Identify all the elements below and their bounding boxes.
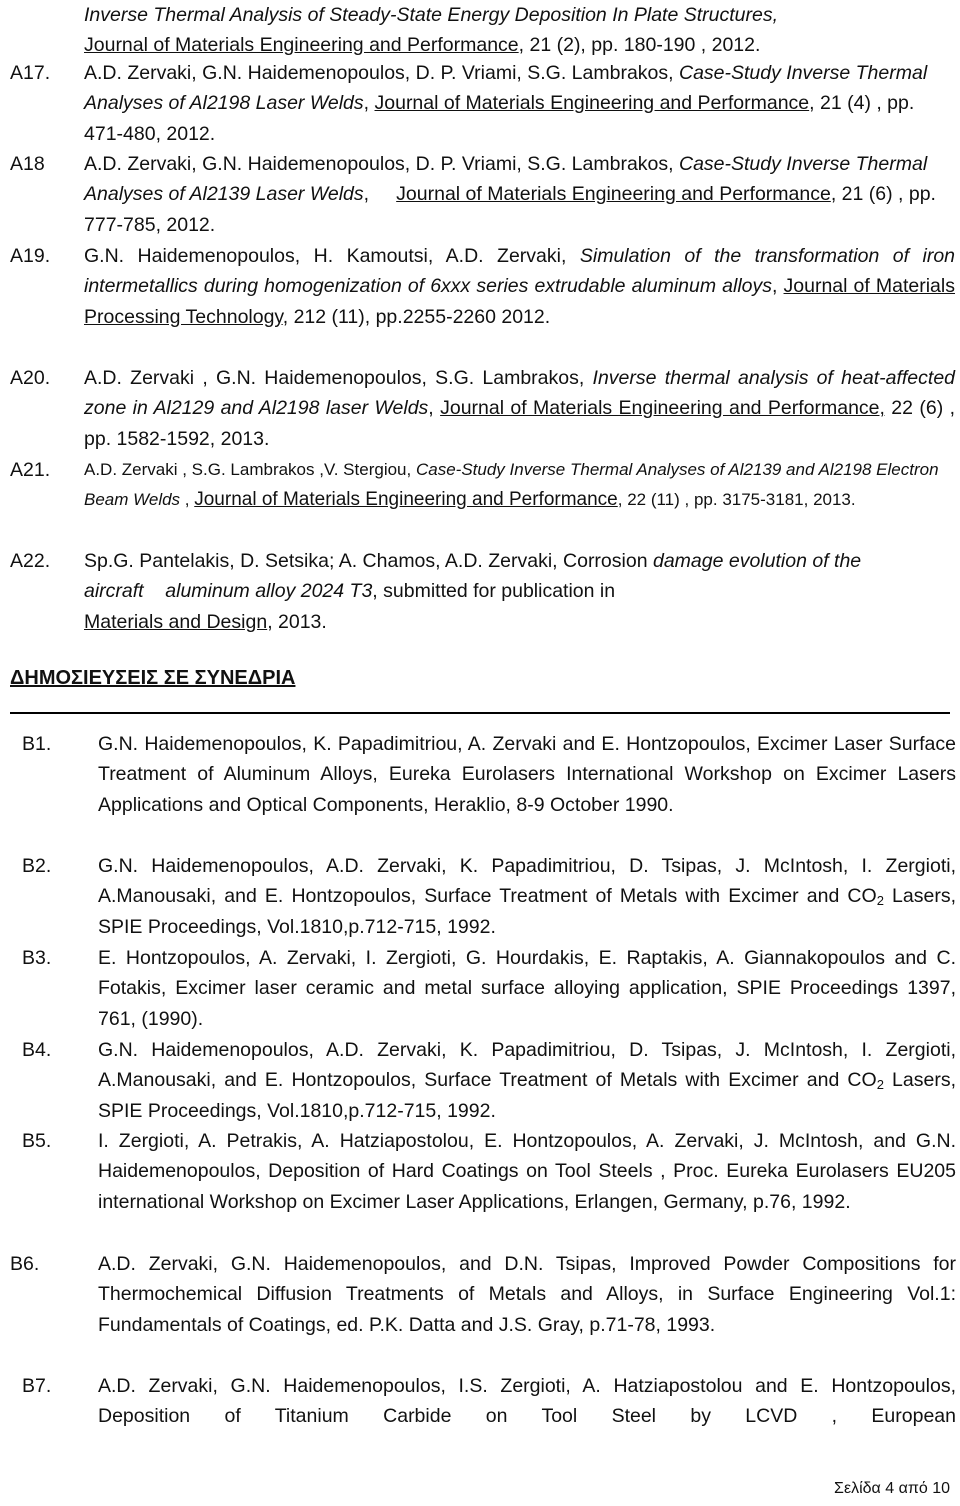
entry-authors: Sp.G. Pantelakis, D. Setsika; A. Chamos, A.D. Zervaki, Corrosion — [84, 550, 648, 572]
publication-details: , 22 (11) , pp. 3175-3181, 2013. — [617, 490, 856, 510]
publication-details: , 21 (4) , pp. 471-480, 2012. — [84, 92, 915, 145]
entry-note: , submitted for publication in — [372, 580, 616, 603]
entry-number: A19. — [10, 245, 51, 267]
entry-authors: A.D. Zervaki, G.N. Haidemenopoulos, D. P. Vriami, S.G. Lambrakos, — [84, 62, 674, 84]
journal-name: Journal of Materials Engineering and Performance — [84, 34, 519, 57]
entry-title: Case-Study Inverse Thermal Analyses of Al2139 Laser Welds — [84, 153, 928, 206]
entry-number: B6. — [10, 1253, 40, 1275]
journal-name: Journal of Materials Processing Technology — [84, 275, 955, 328]
publication-details: , 2013. — [267, 610, 327, 633]
entry-number: B1. — [22, 733, 52, 755]
publication-details: , 212 (11), pp.2255-2260 2012. — [282, 305, 551, 328]
publication-details: , 21 (2), pp. 180-190 , 2012. — [518, 34, 761, 57]
entry-authors: G.N. Haidemenopoulos, H. Kamoutsi, A.D. Zervaki, — [84, 245, 567, 267]
entry-number: A20. — [10, 367, 51, 389]
entry-text-end: Lasers, SPIE Proceedings, Vol.1810,p.712-715, 1992. — [98, 1069, 956, 1122]
entry-text: E. Hontzopoulos, A. Zervaki, I. Zergioti, G. Hourdakis, E. Raptakis, A. Giannakopoulos and C. Fotakis, Excimer laser ceramic and metal surface alloying application, SPIE Proceedings 1397, 761, (1990). — [98, 947, 956, 1030]
separator: , — [363, 92, 370, 115]
entry-text: A.D. Zervaki, G.N. Haidemenopoulos, I.S. Zergioti, A. Hatziapostolou and E. Hontzopoulos, Deposition of Titanium Carbide on Tool Steel by LCVD , European — [98, 1375, 956, 1428]
entry-number: B3. — [22, 947, 52, 969]
section-heading: ΔΗΜΟΣΙΕΥΣΕΙΣ ΣΕ ΣΥΝΕΔΡΙΑ — [10, 667, 296, 689]
entry-title: Case-Study Inverse Thermal Analyses of Al2139 and Al2198 Electron Beam Welds — [84, 460, 939, 510]
entry-title: Simulation of the transformation of iron intermetallics during homogenization of 6xxx series extrudable aluminum alloys — [84, 245, 956, 298]
entry-title: Inverse Thermal Analysis of Steady-State Energy Deposition In Plate Structures, — [84, 4, 779, 26]
entry-number: B7. — [22, 1375, 52, 1397]
entry-number: A22. — [10, 550, 51, 572]
journal-name: Materials and Design — [84, 610, 268, 633]
entry-title: damage evolution of the aircraft aluminum alloy 2024 T3 — [84, 550, 883, 603]
journal-name: Journal of Materials Engineering and Performance — [396, 183, 831, 206]
entry-text: G.N. Haidemenopoulos, A.D. Zervaki, K. Papadimitriou, D. Tsipas, J. McIntosh, I. Zergioti, A.Manousaki, and E. Hontzopoulos, Surface Treatment of Metals with Excimer and CO — [98, 1039, 956, 1092]
section-divider — [10, 712, 950, 714]
entry-number: A18 — [10, 153, 45, 175]
publication-details: 22 (6) , pp. 1582-1592, 2013. — [84, 397, 955, 450]
separator: , — [180, 490, 195, 510]
entry-title: Inverse thermal analysis of heat-affected zone in Al2129 and Al2198 laser Welds — [84, 367, 956, 420]
entry-authors: A.D. Zervaki , G.N. Haidemenopoulos, S.G. Lambrakos, — [84, 367, 585, 389]
entry-number: A17. — [10, 62, 51, 84]
entry-number: B5. — [22, 1130, 52, 1152]
entry-text: A.D. Zervaki, G.N. Haidemenopoulos, and D.N. Tsipas, Improved Powder Compositions for Thermochemical Diffusion Treatments of Metals and Alloys, in Surface Engineering Vol.1: Fundamentals of Coatings, ed. P.K. Datta and J.S. Gray, p.71-78, 1993. — [98, 1253, 956, 1336]
entry-text: G.N. Haidemenopoulos, K. Papadimitriou, A. Zervaki and E. Hontzopoulos, Excimer Laser Surface Treatment of Aluminum Alloys, Eureka Eurolasers International Workshop on Excimer Lasers Applications and Optical Components, Heraklio, 8-9 October 1990. — [98, 733, 956, 816]
page-number: Σελίδα 4 από 10 — [834, 1480, 950, 1497]
entry-authors: A.D. Zervaki , S.G. Lambrakos ,V. Stergiou, — [84, 460, 412, 479]
entry-number: B2. — [22, 855, 52, 877]
entry-text-end: Lasers, SPIE Proceedings, Vol.1810,p.712-715, 1992. — [98, 885, 956, 938]
subscript: 2 — [876, 893, 884, 909]
entry-number: A21. — [10, 459, 51, 481]
entry-text: G.N. Haidemenopoulos, A.D. Zervaki, K. Papadimitriou, D. Tsipas, J. McIntosh, I. Zergioti, A.Manousaki, and E. Hontzopoulos, Surface Treatment of Metals with Excimer and CO — [98, 855, 956, 908]
separator: , — [428, 397, 434, 420]
subscript: 2 — [876, 1077, 884, 1093]
journal-name: Journal of Materials Engineering and Performance — [194, 489, 618, 511]
publication-details: , 21 (6) , pp. 777-785, 2012. — [84, 183, 936, 236]
entry-text: I. Zergioti, A. Petrakis, A. Hatziapostolou, E. Hontzopoulos, A. Zervaki, J. McIntosh, and G.N. Haidemenopoulos, Deposition of Hard Coatings on Tool Steels , Proc. Eureka Eurolasers EU205 international Workshop on Excimer Laser Applications, Erlangen, Germany, p.76, 1992. — [98, 1130, 956, 1213]
entry-number: B4. — [22, 1039, 52, 1061]
entry-title: Case-Study Inverse Thermal Analyses of Al2198 Laser Welds — [84, 62, 928, 115]
separator: , — [363, 183, 370, 206]
separator: , — [772, 275, 778, 298]
journal-name: Journal of Materials Engineering and Performance, — [440, 397, 885, 420]
entry-authors: A.D. Zervaki, G.N. Haidemenopoulos, D. P. Vriami, S.G. Lambrakos, — [84, 153, 674, 175]
journal-name: Journal of Materials Engineering and Performance — [374, 92, 810, 115]
